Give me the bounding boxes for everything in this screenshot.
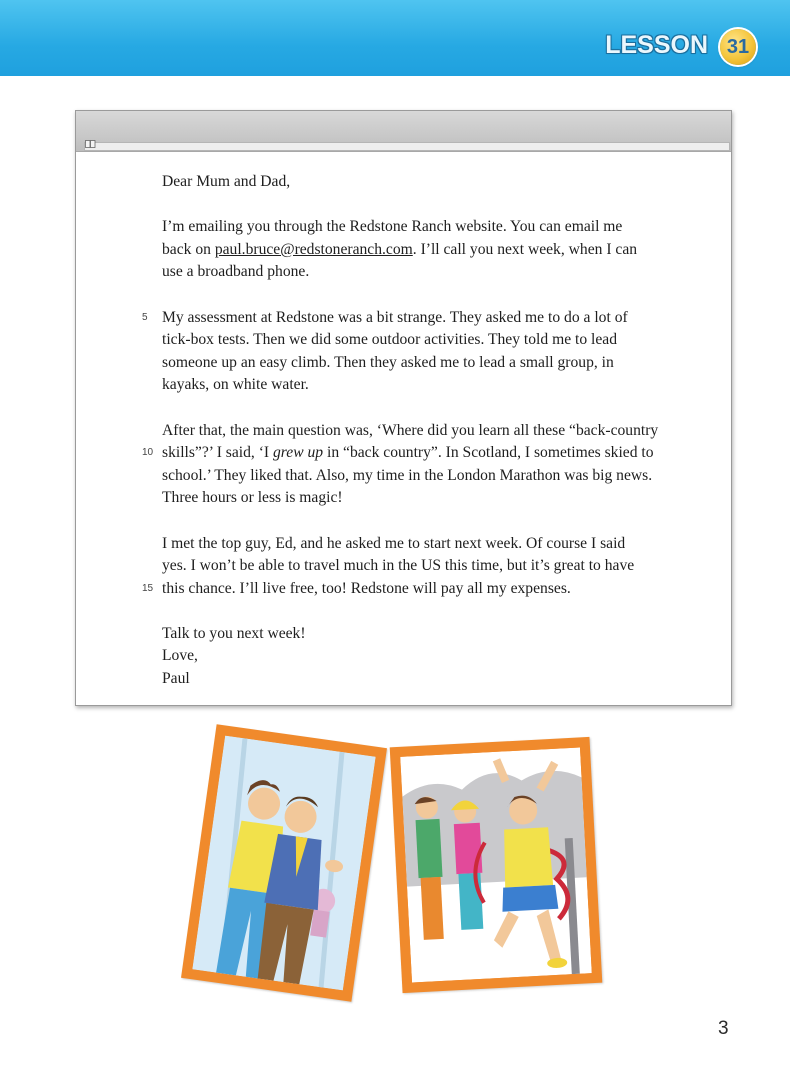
two-men-walking-illustration bbox=[192, 736, 375, 991]
letter-line: 10 skills”?’ I said, ‘I grew up in “back country”. In Scotland, I sometimes skied to bbox=[162, 442, 707, 465]
address-bar[interactable] bbox=[84, 142, 730, 151]
letter-line: tick-box tests. Then we did some outdoor activities. They told me to lead bbox=[162, 331, 618, 349]
letter-line: school.’ They liked that. Also, my time in the London Marathon was big news. bbox=[162, 466, 653, 484]
page-number: 3 bbox=[718, 1018, 729, 1039]
letter-paragraph-3 bbox=[142, 420, 707, 510]
letter-greeting: Dear Mum and Dad, bbox=[162, 173, 291, 190]
closing-line: Talk to you next week! bbox=[162, 624, 306, 642]
letter-line: 5 My assessment at Redstone was a bit strange. They asked me to do a lot of bbox=[162, 307, 707, 330]
lesson-number-badge: 31 bbox=[720, 29, 756, 65]
illustration-frame-left bbox=[181, 724, 387, 1001]
letter-line: 15 this chance. I’ll live free, too! Redstone will pay all my expenses. bbox=[162, 578, 707, 601]
email-link[interactable]: paul.bruce@redstoneranch.com bbox=[214, 240, 413, 258]
line-number: 10 bbox=[142, 447, 154, 459]
letter-line: back on paul.bruce@redstoneranch.com. I’ll call you next week, when I can bbox=[162, 240, 638, 258]
letter-paragraph-4 bbox=[142, 533, 707, 601]
letter-closing bbox=[162, 623, 707, 691]
letter-line: Three hours or less is magic! bbox=[162, 489, 343, 507]
lesson-label: LESSON bbox=[605, 31, 708, 59]
letter-body bbox=[142, 171, 707, 691]
letter-line: someone up an easy climb. Then they asked me to lead a small group, in bbox=[162, 353, 614, 371]
letter-line: I met the top guy, Ed, and he asked me to start next week. Of course I said bbox=[162, 534, 626, 552]
signature-name: Paul bbox=[162, 670, 190, 688]
browser-window bbox=[75, 110, 732, 706]
browser-toolbar bbox=[76, 111, 731, 152]
letter-paragraph-2 bbox=[142, 307, 707, 397]
letter-line: yes. I won’t be able to travel much in the US this time, but it’s great to have bbox=[162, 557, 635, 575]
letter-line: use a broadband phone. bbox=[162, 263, 310, 281]
header-band bbox=[0, 0, 790, 76]
letter-line: kayaks, on white water. bbox=[162, 376, 309, 394]
closing-line: Love, bbox=[162, 647, 198, 665]
marathon-finish-illustration bbox=[400, 747, 592, 982]
line-number: 5 bbox=[142, 311, 148, 323]
emphasis-text: grew up bbox=[273, 444, 324, 462]
line-number: 15 bbox=[142, 582, 154, 594]
letter-line: After that, the main question was, ‘Where did you learn all these “back-country bbox=[162, 421, 659, 439]
letter-paragraph-1 bbox=[162, 216, 707, 284]
letter-line: I’m emailing you through the Redstone Ranch website. You can email me bbox=[162, 218, 623, 236]
book-icon bbox=[85, 140, 96, 148]
illustration-frame-right bbox=[390, 737, 603, 993]
